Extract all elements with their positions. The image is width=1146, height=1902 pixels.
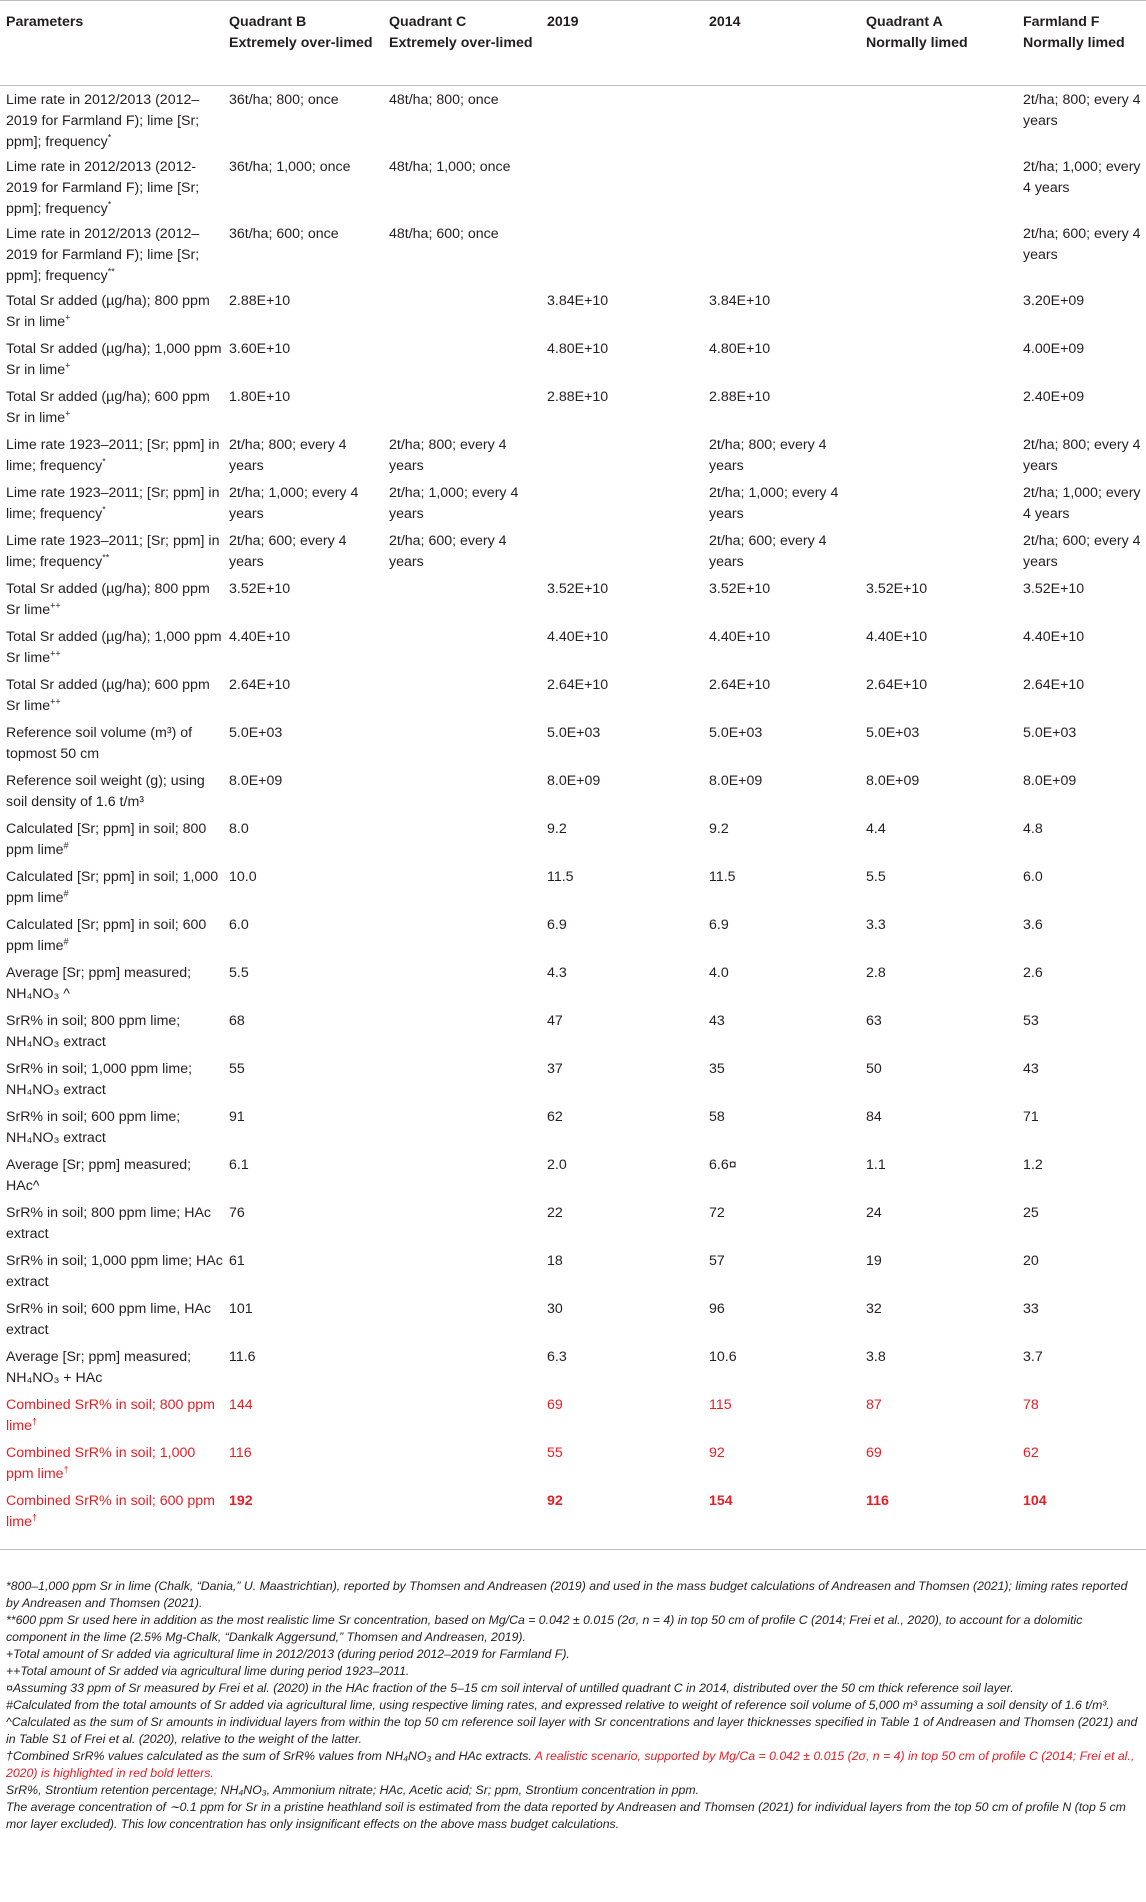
cell-2019: 22 — [547, 1205, 563, 1221]
cell-quadrant-c — [383, 1439, 541, 1487]
cell-farmland-f: 2.64E+10 — [1023, 677, 1085, 693]
cell-quadrant-a: 69 — [866, 1445, 882, 1461]
cell-2019: 2.64E+10 — [547, 677, 609, 693]
cell-2014: 3.52E+10 — [709, 581, 771, 597]
cell-quadrant-c: 48t/ha; 1,000; once — [389, 159, 511, 175]
cell-quadrant-c: 48t/ha; 800; once — [389, 92, 499, 108]
footnote-8-highlight: A realistic scenario, supported by Mg/Ca = 0.042 ± 0.015 (2σ, n = 4) in top 50 cm of profile C (2014; Frei et al., 2020) is highlighted in red bold letters. — [6, 1749, 1135, 1780]
cell-quadrant-b: 192 — [229, 1493, 253, 1509]
header-2019: 2019 — [547, 14, 579, 30]
cell-quadrant-a: 4.4 — [866, 821, 886, 837]
cell-quadrant-b: 2t/ha; 800; every 4 years — [229, 437, 347, 474]
cell-quadrant-b: 6.1 — [229, 1157, 249, 1173]
cell-farmland-f: 2t/ha; 600; every 4 years — [1023, 226, 1141, 263]
cell-quadrant-a — [860, 527, 1017, 575]
cell-quadrant-b: 3.60E+10 — [229, 341, 291, 357]
footnote-5: ¤Assuming 33 ppm of Sr measured by Frei et al. (2020) in the HAc fraction of the 5–15 cm soil interval of untilled quadrant C in 2014, distributed over the 50 cm thick reference soil layer. — [6, 1681, 1014, 1695]
cell-2014: 2.88E+10 — [709, 389, 771, 405]
cell-2014: 2.64E+10 — [709, 677, 771, 693]
footnote-9: SrR%, Strontium retention percentage; NH₄NO₃, Ammonium nitrate; HAc, Acetic acid; Sr; ppm, Strontium concentration in ppm. — [6, 1783, 700, 1797]
cell-quadrant-b: 36t/ha; 1,000; once — [229, 159, 351, 175]
table-row — [0, 1007, 1146, 1055]
cell-2014: 4.80E+10 — [709, 341, 771, 357]
cell-quadrant-c — [383, 863, 541, 911]
cell-farmland-f: 6.0 — [1023, 869, 1043, 885]
cell-parameter: Combined SrR% in soil; 600 ppm lime† — [6, 1493, 215, 1530]
cell-quadrant-b: 2t/ha; 600; every 4 years — [229, 533, 347, 570]
cell-2019: 6.3 — [547, 1349, 567, 1365]
cell-2019: 55 — [547, 1445, 563, 1461]
cell-2019: 9.2 — [547, 821, 567, 837]
cell-quadrant-a: 84 — [866, 1109, 882, 1125]
cell-2014: 5.0E+03 — [709, 725, 763, 741]
cell-quadrant-b: 36t/ha; 800; once — [229, 92, 339, 108]
cell-quadrant-a: 8.0E+09 — [866, 773, 920, 789]
cell-quadrant-b: 8.0E+09 — [229, 773, 283, 789]
cell-farmland-f: 8.0E+09 — [1023, 773, 1077, 789]
footnote-2: **600 ppm Sr used here in addition as the most realistic lime Sr concentration, based on Mg/Ca = 0.042 ± 0.015 (2σ, n = 4) in top 50 cm of profile C (2014; Frei et al., 2020), to account for a dolomitic component in the lime (2.5% Mg-Chalk, “Dankalk Aggersund,” Thomsen and Andreasen, 2019). — [6, 1613, 1083, 1644]
cell-quadrant-c — [383, 1391, 541, 1439]
cell-quadrant-b: 5.5 — [229, 965, 249, 981]
cell-parameter: SrR% in soil; 1,000 ppm lime; NH₄NO₃ extract — [6, 1061, 193, 1098]
cell-parameter: Reference soil weight (g); using soil density of 1.6 t/m³ — [6, 773, 205, 810]
cell-2014: 96 — [709, 1301, 725, 1317]
cell-2014 — [703, 86, 860, 154]
cell-quadrant-a: 2.8 — [866, 965, 886, 981]
cell-parameter: Total Sr added (µg/ha); 600 ppm Sr in lime+ — [6, 389, 210, 426]
cell-quadrant-b: 8.0 — [229, 821, 249, 837]
table-row — [0, 527, 1146, 575]
cell-2019 — [541, 527, 703, 575]
table-row — [0, 719, 1146, 767]
cell-quadrant-a: 5.5 — [866, 869, 886, 885]
cell-quadrant-b: 116 — [229, 1445, 252, 1461]
cell-2019: 4.40E+10 — [547, 629, 609, 645]
cell-farmland-f: 3.20E+09 — [1023, 293, 1085, 309]
cell-quadrant-a: 3.3 — [866, 917, 886, 933]
cell-quadrant-b: 55 — [229, 1061, 245, 1077]
cell-quadrant-a: 3.52E+10 — [866, 581, 928, 597]
cell-parameter: Total Sr added (µg/ha); 600 ppm Sr lime++ — [6, 677, 210, 714]
cell-2014 — [703, 153, 860, 220]
cell-2019: 18 — [547, 1253, 563, 1269]
cell-quadrant-c — [383, 1055, 541, 1103]
cell-farmland-f: 33 — [1023, 1301, 1039, 1317]
table-header-row — [0, 1, 1146, 86]
cell-quadrant-c — [383, 383, 541, 431]
cell-quadrant-c — [383, 815, 541, 863]
cell-parameter: Combined SrR% in soil; 1,000 ppm lime† — [6, 1445, 196, 1482]
cell-2014: 9.2 — [709, 821, 729, 837]
table-row — [0, 863, 1146, 911]
table-row — [0, 431, 1146, 479]
cell-2014: 2t/ha; 1,000; every 4 years — [709, 485, 839, 522]
cell-quadrant-c — [383, 287, 541, 335]
cell-farmland-f: 20 — [1023, 1253, 1039, 1269]
cell-2019: 30 — [547, 1301, 563, 1317]
cell-quadrant-b: 4.40E+10 — [229, 629, 291, 645]
cell-farmland-f: 104 — [1023, 1493, 1047, 1509]
cell-2014: 4.40E+10 — [709, 629, 771, 645]
cell-quadrant-c — [383, 1343, 541, 1391]
cell-parameter: Lime rate 1923–2011; [Sr; ppm] in lime; frequency** — [6, 533, 220, 570]
cell-parameter: Total Sr added (µg/ha); 800 ppm Sr lime++ — [6, 581, 210, 618]
table-row — [0, 1391, 1146, 1439]
cell-parameter: Calculated [Sr; ppm] in soil; 1,000 ppm lime# — [6, 869, 219, 906]
footnote-1: *800–1,000 ppm Sr in lime (Chalk, “Dania,” U. Maastrichtian), reported by Thomsen and Andreasen (2019) and used in the mass budget calculations of Andreasen and Thomsen (2021); liming rates reported by Andreasen and Thomsen (2021). — [6, 1579, 1128, 1610]
cell-quadrant-c — [383, 911, 541, 959]
cell-quadrant-a: 19 — [866, 1253, 882, 1269]
cell-2019: 2.88E+10 — [547, 389, 609, 405]
table-row — [0, 335, 1146, 383]
cell-quadrant-c: 48t/ha; 600; once — [389, 226, 499, 242]
cell-quadrant-c — [383, 1007, 541, 1055]
cell-farmland-f: 2.6 — [1023, 965, 1043, 981]
cell-quadrant-b: 2.64E+10 — [229, 677, 291, 693]
cell-quadrant-a: 5.0E+03 — [866, 725, 920, 741]
cell-quadrant-b: 10.0 — [229, 869, 257, 885]
cell-quadrant-a: 2.64E+10 — [866, 677, 928, 693]
cell-2019 — [541, 431, 703, 479]
cell-quadrant-a: 87 — [866, 1397, 882, 1413]
footnotes — [6, 1578, 1140, 1833]
cell-2014: 10.6 — [709, 1349, 737, 1365]
table-row — [0, 623, 1146, 671]
cell-farmland-f: 53 — [1023, 1013, 1039, 1029]
table-row — [0, 1055, 1146, 1103]
table-row — [0, 815, 1146, 863]
cell-farmland-f: 4.40E+10 — [1023, 629, 1085, 645]
table-row — [0, 86, 1146, 154]
table-row — [0, 479, 1146, 527]
cell-quadrant-a — [860, 383, 1017, 431]
footnote-7: ^Calculated as the sum of Sr amounts in individual layers from within the top 50 cm reference soil layer with Sr concentrations and layer thicknesses specified in Table 1 of Andreasen and Thomsen (2021) and in Table S1 of Frei et al. (2020), relative to the weight of the latter. — [6, 1715, 1138, 1746]
cell-quadrant-b: 2.88E+10 — [229, 293, 291, 309]
cell-parameter: Calculated [Sr; ppm] in soil; 800 ppm lime# — [6, 821, 207, 858]
cell-farmland-f: 4.00E+09 — [1023, 341, 1085, 357]
cell-2019: 92 — [547, 1493, 563, 1509]
cell-2014: 2t/ha; 800; every 4 years — [709, 437, 827, 474]
cell-parameter: SrR% in soil; 1,000 ppm lime; HAc extract — [6, 1253, 223, 1290]
table-row — [0, 1487, 1146, 1550]
cell-quadrant-a: 50 — [866, 1061, 882, 1077]
cell-quadrant-a: 3.8 — [866, 1349, 886, 1365]
table-row — [0, 287, 1146, 335]
cell-quadrant-c — [383, 1103, 541, 1151]
footnote-6: #Calculated from the total amounts of Sr added via agricultural lime, using respective liming rates, and expressed relative to weight of reference soil volume of 5,000 m³ assuming a soil density of 1.6 t/m³. — [6, 1698, 1110, 1712]
cell-quadrant-a — [860, 431, 1017, 479]
table-row — [0, 575, 1146, 623]
cell-2014: 6.9 — [709, 917, 729, 933]
cell-quadrant-c: 2t/ha; 1,000; every 4 years — [389, 485, 519, 522]
cell-quadrant-c — [383, 767, 541, 815]
cell-2014: 72 — [709, 1205, 725, 1221]
cell-parameter: Total Sr added (µg/ha); 1,000 ppm Sr lime++ — [6, 629, 222, 666]
cell-farmland-f: 78 — [1023, 1397, 1039, 1413]
table-row — [0, 153, 1146, 220]
cell-farmland-f: 3.6 — [1023, 917, 1043, 933]
cell-quadrant-c: 2t/ha; 600; every 4 years — [389, 533, 507, 570]
cell-farmland-f: 2t/ha; 800; every 4 years — [1023, 437, 1141, 474]
cell-farmland-f: 3.52E+10 — [1023, 581, 1085, 597]
cell-parameter: Lime rate 1923–2011; [Sr; ppm] in lime; frequency* — [6, 437, 220, 474]
cell-farmland-f: 43 — [1023, 1061, 1039, 1077]
cell-2019: 6.9 — [547, 917, 567, 933]
footnote-10: The average concentration of ∼0.1 ppm for Sr in a pristine heathland soil is estimated from the data reported by Andreasen and Thomsen (2021) for individual layers from the top 50 cm of profile N (top 5 cm mor layer excluded). This low concentration has only insignificant effects on the above mass budget calculations. — [6, 1800, 1126, 1831]
cell-quadrant-a — [860, 479, 1017, 527]
cell-farmland-f: 5.0E+03 — [1023, 725, 1077, 741]
cell-2019 — [541, 479, 703, 527]
header-2014: 2014 — [709, 14, 741, 30]
cell-quadrant-c — [383, 671, 541, 719]
cell-2014: 92 — [709, 1445, 725, 1461]
table-row — [0, 1151, 1146, 1199]
cell-quadrant-c — [383, 1151, 541, 1199]
header-parameters: Parameters — [6, 14, 84, 30]
cell-farmland-f: 25 — [1023, 1205, 1039, 1221]
cell-2019: 62 — [547, 1109, 563, 1125]
cell-parameter: Lime rate in 2012/2013 (2012-2019 for Farmland F); lime [Sr; ppm]; frequency* — [6, 159, 200, 217]
header-quadrant-c: Quadrant C Extremely over-limed — [389, 14, 533, 51]
table-body — [0, 86, 1146, 1550]
cell-quadrant-a — [860, 220, 1017, 287]
cell-quadrant-a: 32 — [866, 1301, 882, 1317]
cell-2019: 2.0 — [547, 1157, 567, 1173]
cell-2014: 43 — [709, 1013, 725, 1029]
cell-quadrant-b: 2t/ha; 1,000; every 4 years — [229, 485, 359, 522]
table-row — [0, 1247, 1146, 1295]
cell-2019 — [541, 153, 703, 220]
cell-quadrant-c — [383, 1247, 541, 1295]
cell-2019: 4.80E+10 — [547, 341, 609, 357]
cell-quadrant-c — [383, 335, 541, 383]
table-row — [0, 959, 1146, 1007]
cell-quadrant-a: 63 — [866, 1013, 882, 1029]
cell-farmland-f: 1.2 — [1023, 1157, 1043, 1173]
cell-quadrant-b: 36t/ha; 600; once — [229, 226, 339, 242]
cell-quadrant-c — [383, 623, 541, 671]
cell-quadrant-b: 61 — [229, 1253, 245, 1269]
cell-farmland-f: 62 — [1023, 1445, 1039, 1461]
table-row — [0, 1103, 1146, 1151]
cell-2019 — [541, 220, 703, 287]
cell-quadrant-b: 144 — [229, 1397, 253, 1413]
table-row — [0, 1343, 1146, 1391]
cell-quadrant-a: 4.40E+10 — [866, 629, 928, 645]
cell-parameter: Calculated [Sr; ppm] in soil; 600 ppm lime# — [6, 917, 207, 954]
cell-quadrant-b: 3.52E+10 — [229, 581, 291, 597]
cell-quadrant-b: 101 — [229, 1301, 253, 1317]
cell-parameter: Total Sr added (µg/ha); 800 ppm Sr in lime+ — [6, 293, 210, 330]
header-quadrant-a: Quadrant A Normally limed — [866, 14, 968, 51]
table-row — [0, 1199, 1146, 1247]
cell-quadrant-a — [860, 287, 1017, 335]
cell-quadrant-a — [860, 335, 1017, 383]
cell-parameter: Reference soil volume (m³) of topmost 50 cm — [6, 725, 193, 762]
cell-2019: 69 — [547, 1397, 563, 1413]
cell-farmland-f: 4.8 — [1023, 821, 1043, 837]
cell-2014: 154 — [709, 1493, 733, 1509]
header-farmland-f: Farmland F Normally limed — [1023, 14, 1125, 51]
cell-farmland-f: 2t/ha; 600; every 4 years — [1023, 533, 1141, 570]
cell-quadrant-a: 1.1 — [866, 1157, 886, 1173]
cell-quadrant-b: 68 — [229, 1013, 245, 1029]
cell-parameter: SrR% in soil; 600 ppm lime, HAc extract — [6, 1301, 211, 1338]
footnote-8: †Combined SrR% values calculated as the sum of SrR% values from NH₄NO₃ and HAc extracts. A realistic scenario, supported by Mg/Ca = 0.042 ± 0.015 (2σ, n = 4) in top 50 cm of profile C (2014; Frei et al., 2020) is highlighted in red bold letters. — [6, 1749, 1135, 1780]
cell-quadrant-c — [383, 1295, 541, 1343]
cell-parameter: Lime rate in 2012/2013 (2012–2019 for Farmland F); lime [Sr; ppm]; frequency** — [6, 226, 200, 284]
cell-parameter: SrR% in soil; 800 ppm lime; HAc extract — [6, 1205, 211, 1242]
cell-parameter: SrR% in soil; 800 ppm lime; NH₄NO₃ extract — [6, 1013, 181, 1050]
cell-2014 — [703, 220, 860, 287]
cell-2014: 11.5 — [709, 869, 736, 885]
cell-quadrant-a: 116 — [866, 1493, 889, 1509]
cell-2014: 57 — [709, 1253, 725, 1269]
cell-farmland-f: 2t/ha; 800; every 4 years — [1023, 92, 1141, 129]
cell-parameter: Average [Sr; ppm] measured; HAc^ — [6, 1157, 192, 1194]
cell-parameter: Lime rate 1923–2011; [Sr; ppm] in lime; frequency* — [6, 485, 220, 522]
cell-quadrant-c — [383, 1199, 541, 1247]
cell-quadrant-a — [860, 153, 1017, 220]
cell-2014: 8.0E+09 — [709, 773, 763, 789]
cell-quadrant-b: 76 — [229, 1205, 245, 1221]
cell-2014: 3.84E+10 — [709, 293, 771, 309]
cell-2014: 35 — [709, 1061, 725, 1077]
cell-quadrant-c: 2t/ha; 800; every 4 years — [389, 437, 507, 474]
cell-2019 — [541, 86, 703, 154]
cell-quadrant-b: 11.6 — [229, 1349, 256, 1365]
cell-farmland-f: 2t/ha; 1,000; every 4 years — [1023, 159, 1141, 196]
cell-farmland-f: 3.7 — [1023, 1349, 1043, 1365]
table-row — [0, 383, 1146, 431]
cell-2014: 58 — [709, 1109, 725, 1125]
cell-2019: 5.0E+03 — [547, 725, 601, 741]
cell-2014: 6.6¤ — [709, 1157, 737, 1173]
cell-2019: 3.52E+10 — [547, 581, 609, 597]
cell-2019: 3.84E+10 — [547, 293, 609, 309]
cell-parameter: Combined SrR% in soil; 800 ppm lime† — [6, 1397, 215, 1434]
cell-quadrant-b: 5.0E+03 — [229, 725, 283, 741]
cell-farmland-f: 2.40E+09 — [1023, 389, 1085, 405]
cell-quadrant-c — [383, 575, 541, 623]
cell-quadrant-b: 1.80E+10 — [229, 389, 291, 405]
cell-farmland-f: 2t/ha; 1,000; every 4 years — [1023, 485, 1141, 522]
header-quadrant-b: Quadrant B Extremely over-limed — [229, 14, 373, 51]
table-row — [0, 911, 1146, 959]
cell-2014: 2t/ha; 600; every 4 years — [709, 533, 827, 570]
cell-2019: 4.3 — [547, 965, 567, 981]
table-row — [0, 767, 1146, 815]
cell-2019: 11.5 — [547, 869, 574, 885]
cell-quadrant-a — [860, 86, 1017, 154]
table-row — [0, 1295, 1146, 1343]
cell-2019: 8.0E+09 — [547, 773, 601, 789]
cell-quadrant-b: 6.0 — [229, 917, 249, 933]
cell-quadrant-c — [383, 719, 541, 767]
cell-parameter: Average [Sr; ppm] measured; NH₄NO₃ ^ — [6, 965, 192, 1002]
cell-parameter: SrR% in soil; 600 ppm lime; NH₄NO₃ extract — [6, 1109, 181, 1146]
cell-2019: 47 — [547, 1013, 563, 1029]
cell-parameter: Total Sr added (µg/ha); 1,000 ppm Sr in lime+ — [6, 341, 222, 378]
cell-quadrant-c — [383, 959, 541, 1007]
cell-2014: 115 — [709, 1397, 732, 1413]
cell-quadrant-c — [383, 1487, 541, 1550]
cell-farmland-f: 71 — [1023, 1109, 1039, 1125]
cell-parameter: Lime rate in 2012/2013 (2012–2019 for Farmland F); lime [Sr; ppm]; frequency* — [6, 92, 200, 150]
cell-2014: 4.0 — [709, 965, 729, 981]
footnote-3: +Total amount of Sr added via agricultural lime in 2012/2013 (during period 2012–2019 for Farmland F). — [6, 1647, 570, 1661]
table-row — [0, 1439, 1146, 1487]
table-row — [0, 671, 1146, 719]
cell-quadrant-b: 91 — [229, 1109, 245, 1125]
table-row — [0, 220, 1146, 287]
cell-quadrant-a: 24 — [866, 1205, 882, 1221]
cell-parameter: Average [Sr; ppm] measured; NH₄NO₃ + HAc — [6, 1349, 192, 1386]
cell-2019: 37 — [547, 1061, 563, 1077]
footnote-4: ++Total amount of Sr added via agricultural lime during period 1923–2011. — [6, 1664, 410, 1678]
